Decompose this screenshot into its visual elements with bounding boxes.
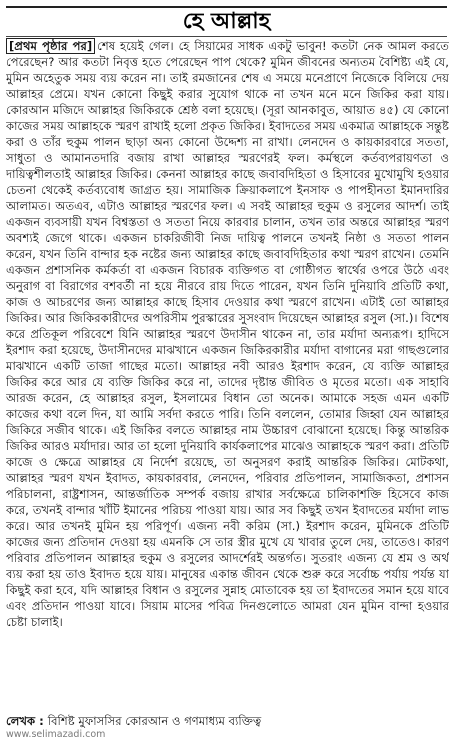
author-description: বিশিষ্ট মুফাসসির কোরআন ও গণমাধ্যম ব্যক্তিত্ব bbox=[47, 714, 262, 728]
headline: হে আল্লাহ bbox=[182, 9, 271, 34]
author-label: লেখক : bbox=[6, 714, 44, 728]
article-paragraph bbox=[6, 38, 449, 630]
source-watermark-url: www.selimazadi.com bbox=[6, 729, 106, 740]
continuation-lead-in: [প্রথম পৃষ্ঠার পর] bbox=[6, 38, 95, 54]
headline-divider bbox=[6, 36, 447, 37]
author-line bbox=[6, 713, 449, 729]
article-body bbox=[6, 38, 449, 712]
article-text: শেষ হয়েই গেল। হে সিয়ামের সাধক একটু ভাবুন! কতটা নেক আমল করতে পেরেছেন? আর কতটা নিবৃত্ত হতে পেরেছেন পাপ থেকে? মুমিন জীবনের অন্যতম বৈশিষ্ট্য এই যে, মুমিন অহেতুক সময় ব্যয় করেন না। তাই রমজানের শেষ এ সময়ে মনেপ্রাণে নিজেকে বিলিয়ে দেয় আল্লাহর প্রেমে। যখন কোনো কিছুই করার সুযোগ থাকে না তখন মনে মনে জিকির করা যায়। কোরআন মজিদে আল্লাহর জিকিরকে শ্রেষ্ঠ বলা হয়েছে। (সূরা আনকাবুত, আয়াত ৪৫) যে কোনো কাজের সময় আল্লাহকে স্মরণ রাখাই হলো প্রকৃত জিকির। ইবাদতের সময় একমাত্র আল্লাহকে সন্তুষ্ট করা ও তাঁর হুকুম পালন ছাড়া অন্য কোনো উদ্দেশ্য না রাখা। লেনদেন ও কায়কারবারে সততা, সাধুতা ও আমানতদারি বজায় রাখা আল্লাহর স্মরণেরই ফল। কর্মস্থলে কর্তব্যপরায়ণতা ও দায়িত্বশীলতাই আল্লাহর জিকির। কেননা আল্লাহর কাছে জবাবদিহিতা ও হিসাবের মুখোমুখি হওয়ার চেতনা থেকেই কর্তব্যবোধ জাগ্রত হয়। সামাজিক ক্রিয়াকলাপে ইনসাফ ও পাপহীনতা ইমানদারির আলামত। অতএব, এটাও আল্লাহর স্মরণের ফল। এ সবই আল্লাহর হুকুম ও রসুলের আদর্শ। তাই একজন ব্যবসায়ী যখন বিশ্বস্ততা ও সততা নিয়ে কারবার চালান, তখন তার অন্তরে আল্লাহর স্মরণ অবশ্যই জেগে থাকে। একজন চাকরিজীবী নিজ দায়িত্ব পালনে তখনই নিষ্ঠা ও সততা পালন করেন, যখন তিনি বান্দার হক নষ্টের জন্য আল্লাহর কাছে জবাবদিহিতার কথা স্মরণ রাখেন। তেমনি একজন প্রশাসনিক কর্মকর্তা বা একজন বিচারক ব্যক্তিগত বা গোষ্ঠীগত স্বার্থের ওপরে উঠে এবং অনুরাগ বা বিরাগের বশবর্তী না হয়ে নীরবে রায় দিতে পারেন, যখন তিনি দুনিয়াবি প্রতিটি কথা, কাজ ও আচরণের জন্য আল্লাহর কাছে হিসাব দেওয়ার কথা স্মরণে রাখেন। এটাই তো আল্লাহর জিকির। আর জিকিরকারীদের অপরিসীম পুরস্কারের সুসংবাদ দিয়েছেন আল্লাহর রসুল (সা.)। বিশেষ করে প্রতিকূল পরিবেশে যিনি আল্লাহর স্মরণে উদাসীন থাকেন না, তার মর্যাদা অন্যরূপ। হাদিসে ইরশাদ করা হয়েছে, উদাসীনদের মাঝখানে একজন জিকিরকারীর মর্যাদা বাগানের মরা গাছগুলোর মাঝখানে একটি তাজা গাছের মতো। আল্লাহর নবী আরও ইরশাদ করেন, যে ব্যক্তি আল্লাহর জিকির করে আর যে ব্যক্তি জিকির করে না, তাদের দৃষ্টান্ত জীবিত ও মৃতের মতো। এক সাহাবি আরজ করেন, হে আল্লাহর রসুল, ইসলামের বিধান তো অনেক। আমাকে সহজ এমন একটি কাজের কথা বলে দিন, যা আমি সর্বদা করতে পারি। তিনি বললেন, তোমার জিহ্বা যেন আল্লাহর জিকিরে সজীব থাকে। এই জিকির বলতে আল্লাহর নাম উচ্চারণ বোঝানো হয়েছে। কিন্তু আন্তরিক জিকির আরও মর্যাদার। আর তা হলো দুনিয়াবি কার্যকলাপের মাঝেও আল্লাহকে স্মরণ করা। প্রতিটি কাজে ও ক্ষেত্রে আল্লাহর যে নির্দেশ রয়েছে, তা অনুসরণ করাই আন্তরিক জিকির। মোটকথা, আল্লাহর স্মরণ যখন ইবাদত, কায়কারবার, লেনদেন, পরিবার প্রতিপালন, সামাজিকতা, প্রশাসন পরিচালনা, রাষ্ট্রশাসন, আন্তর্জাতিক সম্পর্ক বজায় রাখার সর্বক্ষেত্রে চালিকাশক্তি হিসেবে কাজ করে, তখনই বান্দার খাঁটি ইমানের পরিচয় পাওয়া যায়। আর সব কিছুই তখন ইবাদতের মর্যাদা লাভ করে। আর তখনই মুমিন হয় পরিপূর্ণ। এজন্য নবী করিম (সা.) ইরশাদ করেন, মুমিনকে প্রতিটি কাজের জন্য প্রতিদান দেওয়া হয় এমনকি সে তার স্ত্রীর মুখে যে খাবার তুলে দেয়, তাতেও। কারণ পরিবার প্রতিপালন আল্লাহর হুকুম ও রসুলের আদর্শেরই অন্তর্গত। সুতরাং এজন্য যে শ্রম ও অর্থ ব্যয় করা হয় তাও ইবাদত হয়ে যায়। মানুষের একান্ত জীবন থেকে শুরু করে সর্বোচ্চ পর্যায় পর্যন্ত যা কিছুই করা হবে, যদি আল্লাহর বিধান ও রসুলের সুন্নাহ মোতাবেক হয় তা ইবাদতের সমান হয়ে যাবে এবং প্রতিদান পাওয়া যাবে। সিয়াম মাসের পবিত্র দিনগুলোতে আমরা যেন মুমিন বান্দা হওয়ার চেষ্টা চালাই। bbox=[6, 39, 449, 629]
